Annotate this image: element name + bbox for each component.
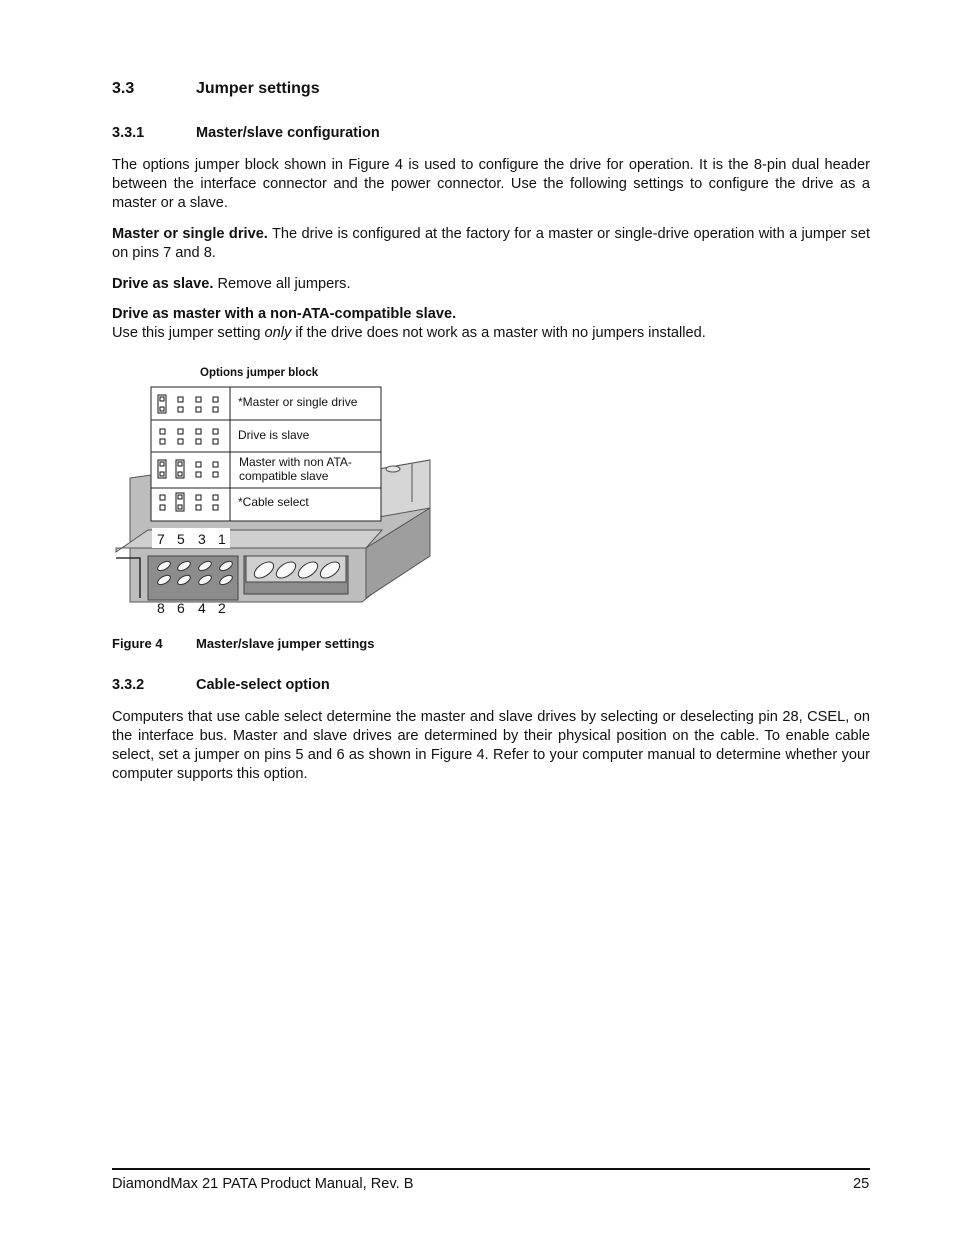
- pin: [178, 462, 182, 466]
- pin: [178, 472, 182, 476]
- pin: [178, 407, 183, 412]
- pin: [178, 495, 182, 499]
- pin: [178, 505, 182, 509]
- subsection-title: Cable-select option: [196, 677, 330, 693]
- page-number: 25: [853, 1176, 870, 1192]
- subsection-number: 3.3.2: [112, 677, 145, 693]
- pin: [160, 462, 164, 466]
- pin-number-7: 7: [157, 531, 165, 547]
- master-nonata-paragraph: [112, 305, 870, 343]
- row-label-master-nonata-line1: Master with non ATA-: [239, 455, 352, 469]
- figure-title: Master/slave jumper settings: [196, 636, 375, 651]
- pin: [213, 407, 218, 412]
- pin: [160, 397, 164, 401]
- master-nonata-text-em: only: [264, 325, 292, 341]
- pin: [213, 472, 218, 477]
- pin: [196, 429, 201, 434]
- pin: [160, 407, 164, 411]
- drive-screw-hole: [386, 466, 400, 472]
- footer-rule: [112, 1168, 870, 1170]
- pin: [160, 505, 165, 510]
- section-title: Jumper settings: [196, 80, 320, 97]
- row-label-slave: Drive is slave: [238, 428, 310, 442]
- master-nonata-text-after: if the drive does not work as a master with no jumpers installed.: [291, 325, 706, 341]
- pin: [160, 472, 164, 476]
- jumper-block-title: Options jumper block: [200, 367, 319, 379]
- pin-number-5: 5: [177, 531, 185, 547]
- pin: [178, 397, 183, 402]
- pin: [213, 462, 218, 467]
- section-number: 3.3: [112, 80, 135, 97]
- row-label-cable-select: *Cable select: [238, 495, 309, 509]
- master-single-paragraph: [112, 225, 870, 263]
- pin: [213, 505, 218, 510]
- intro-paragraph: The options jumper block shown in Figure 4 is used to configure the drive for operation. It is the 8-pin dual header between the interface connector and the power connector. Use the following settings to configure the drive as a master or a slave.: [112, 157, 870, 211]
- master-single-text: The drive is configured at the factory for a master or single-drive operation with a jumper set on pins 7 and 8.: [112, 226, 871, 261]
- pin-number-3: 3: [198, 531, 206, 547]
- subsection-title: Master/slave configuration: [196, 125, 380, 141]
- subsection-number: 3.3.1: [112, 125, 145, 141]
- pin-number-2: 2: [218, 600, 226, 616]
- master-nonata-text-before: Use this jumper setting: [112, 325, 265, 341]
- pin: [213, 397, 218, 402]
- pin: [160, 429, 165, 434]
- row-label-master-single: *Master or single drive: [238, 395, 358, 409]
- pin: [213, 495, 218, 500]
- row-label-master-nonata-line2: compatible slave: [239, 469, 329, 483]
- pin: [196, 462, 201, 467]
- master-single-label: Master or single drive.: [112, 226, 268, 242]
- slave-text: Remove all jumpers.: [213, 276, 351, 292]
- pin: [196, 407, 201, 412]
- pin: [178, 439, 183, 444]
- pin: [196, 439, 201, 444]
- pin-number-8: 8: [157, 600, 165, 616]
- pin: [160, 439, 165, 444]
- master-nonata-label: Drive as master with a non-ATA-compatible slave.: [112, 306, 457, 322]
- pin-number-6: 6: [177, 600, 185, 616]
- pin: [196, 505, 201, 510]
- pin: [178, 429, 183, 434]
- pin: [196, 472, 201, 477]
- figure-number: Figure 4: [112, 636, 163, 651]
- pin: [160, 495, 165, 500]
- slave-label: Drive as slave.: [112, 276, 214, 292]
- pin: [213, 439, 218, 444]
- cable-select-paragraph: Computers that use cable select determine the master and slave drives by selecting or deselecting pin 28, CSEL, on the interface bus. Master and slave drives are determined by their physical position on the cable. To enable cable select, set a jumper on pins 5 and 6 as shown in Figure 4. Refer to your computer manual to determine whether your computer supports this option.: [112, 709, 870, 782]
- footer-title: DiamondMax 21 PATA Product Manual, Rev. B: [112, 1176, 414, 1192]
- pin: [196, 495, 201, 500]
- jumper-figure: [112, 360, 442, 620]
- pin: [196, 397, 201, 402]
- pin-number-4: 4: [198, 600, 206, 616]
- pin: [213, 429, 218, 434]
- pin-number-1: 1: [218, 531, 226, 547]
- slave-paragraph: [112, 275, 870, 294]
